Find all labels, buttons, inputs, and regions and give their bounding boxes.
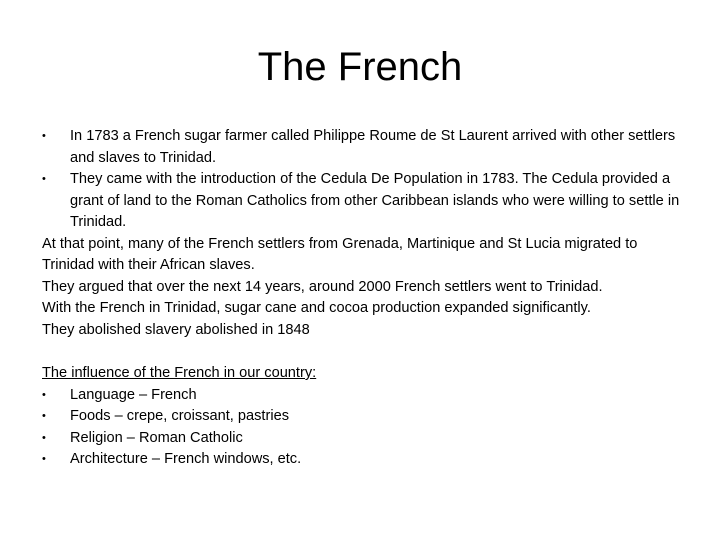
- paragraph: With the French in Trinidad, sugar cane and cocoa production expanded significantly.: [42, 300, 591, 316]
- bullet-text: They came with the introduction of the Cedula De Population in 1783. The Cedula provided a grant of land to the Roman Catholics from other Caribbean islands who were willing to settle in Trinidad.: [70, 171, 680, 230]
- bullet-marker: •: [42, 173, 46, 185]
- bullet-marker: •: [42, 453, 46, 465]
- influence-item: [42, 406, 692, 428]
- influence-heading: The influence of the French in our country:: [42, 365, 317, 381]
- paragraph: At that point, many of the French settlers from Grenada, Martinique and St Lucia migrated to Trinidad with their African slaves.: [42, 235, 638, 273]
- bullet-marker: •: [42, 388, 46, 401]
- paragraph: They abolished slavery abolished in 1848: [42, 321, 310, 338]
- paragraph: They argued that over the next 14 years, around 2000 French settlers went to Trinidad.: [42, 278, 603, 295]
- influence-item-text: Religion – Roman Catholic: [70, 429, 243, 446]
- influence-item: [42, 385, 692, 407]
- bullet-item: [42, 126, 692, 169]
- slide-title: The French: [257, 45, 463, 89]
- bullet-item: [42, 169, 692, 234]
- influence-item-text: Language – French: [70, 386, 197, 403]
- bullet-marker: •: [42, 410, 46, 422]
- bullet-text: In 1783 a French sugar farmer called Philippe Roume de St Laurent arrived with other settlers and slaves to Trinidad.: [70, 128, 676, 166]
- influence-item: [42, 449, 692, 471]
- influence-item-text: Architecture – French windows, etc.: [70, 451, 302, 467]
- section-spacer: [42, 341, 692, 363]
- bullet-marker: •: [42, 431, 46, 444]
- influence-item: [42, 428, 692, 450]
- bullet-marker: •: [42, 130, 46, 142]
- slide-content: [42, 126, 692, 471]
- influence-item-text: Foods – crepe, croissant, pastries: [70, 408, 290, 424]
